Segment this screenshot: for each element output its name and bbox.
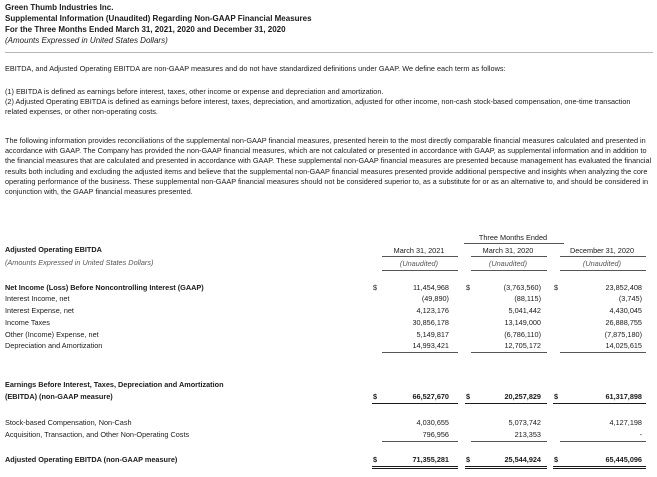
group-header: Three Months Ended [478, 233, 548, 242]
cell-adjusted-ebitda-col2: 25,544,924 [504, 455, 541, 464]
total-rule [553, 466, 646, 467]
cell-ebitda-col1: 66,527,670 [412, 392, 449, 401]
col-2-status-rule [471, 270, 547, 271]
subtotal-rule [471, 352, 547, 353]
definition-adjusted-ebitda: (2) Adjusted Operating EBITDA is defined as earnings before interest, taxes, depreciation, and amortization, adjusted for other income, non-cash stock-based compensation, one-time transaction related expenses, or other non-operating costs. [5, 97, 631, 117]
currency-symbol: $ [466, 392, 471, 401]
col-3-status: (Unaudited) [582, 259, 622, 268]
col-1-date: March 31, 2021 [393, 246, 445, 255]
group-header-rule [464, 243, 564, 244]
subtotal-rule [560, 352, 646, 353]
cell-interest-income-col3: (3,745) [618, 294, 642, 303]
cell-income-taxes-col2: 13,149,000 [504, 318, 541, 327]
currency-symbol: $ [373, 283, 378, 292]
col-1-date-rule [382, 256, 458, 257]
cell-adjusted-ebitda-col1: 71,355,281 [412, 455, 449, 464]
cell-net-income-col2: (3,763,560) [503, 283, 541, 292]
cell-interest-expense-col2: 5,041,442 [508, 306, 541, 315]
report-title: Supplemental Information (Unaudited) Regarding Non-GAAP Financial Measures [5, 14, 312, 23]
col-1-status: (Unaudited) [399, 259, 439, 268]
cell-adjusted-ebitda-col3: 65,445,096 [605, 455, 642, 464]
definition-ebitda: (1) EBITDA is defined as earnings before interest, taxes, other income or expense and depreciation and amortization. [5, 87, 384, 96]
cell-other-income-col3: (7,875,180) [604, 330, 642, 339]
currency-symbol: $ [554, 283, 559, 292]
currency-symbol: $ [466, 455, 471, 464]
currency-symbol: $ [554, 455, 559, 464]
report-period: For the Three Months Ended March 31, 2021, 2020 and December 31, 2020 [5, 25, 286, 34]
adjustments-rule [560, 441, 646, 442]
ebitda-rule [372, 403, 458, 404]
cell-other-income-col2: (6,786,110) [504, 330, 541, 339]
total-double-rule [372, 468, 458, 469]
row-label-interest-expense: Interest Expense, net [5, 306, 74, 315]
row-label-interest-income: Interest Income, net [5, 294, 70, 303]
table-subtitle: (Amounts Expressed in United States Dollars) [5, 258, 154, 267]
row-label-income-taxes: Income Taxes [5, 318, 50, 327]
adjusted-ebitda-label: Adjusted Operating EBITDA (non-GAAP measure) [5, 455, 178, 464]
row-label-acquisition-costs: Acquisition, Transaction, and Other Non-Operating Costs [5, 430, 190, 439]
cell-interest-expense-col3: 4,430,045 [609, 306, 642, 315]
reconciliation-paragraph: The following information provides reconciliations of the supplemental non-GAAP financial measures, presented herein to the most directly comparable financial measures calculated and presented in accordance with GAAP. The Company has provided the non-GAAP financial measures, which are not calculated or presented in accordance with GAAP, as supplemental information and in addition to the financial measures that are calculated and presented in accordance with GAAP. These supplemental non-GAAP financial measures are presented because management has evaluated the financial results both including and excluding the adjusted items and believe that the supplemental non-GAAP financial measures presented provide additional perspective and insights when analyzing the core operating performance of the business. These supplemental non-GAAP financial measures should not be considered superior to, as a substitute for or as an alternative to, and should be considered in conjunction with, the GAAP financial measures presented. [5, 136, 652, 197]
cell-income-taxes-col3: 26,888,755 [605, 318, 642, 327]
cell-interest-income-col1: (49,890) [421, 294, 449, 303]
cell-stock-comp-col1: 4,030,655 [416, 418, 449, 427]
cell-stock-comp-col3: 4,127,198 [609, 418, 642, 427]
total-double-rule [553, 468, 646, 469]
ebitda-rule [465, 403, 547, 404]
col-2-status: (Unaudited) [488, 259, 528, 268]
row-label-other-income: Other (Income) Expense, net [5, 330, 99, 339]
cell-depreciation-col1: 14,993,421 [412, 341, 449, 350]
col-2-date-rule [471, 256, 547, 257]
table-title: Adjusted Operating EBITDA [5, 245, 102, 254]
cell-acquisition-costs-col3: - [639, 430, 642, 439]
col-3-date-rule [560, 256, 646, 257]
adjustments-rule [382, 441, 458, 442]
report-units: (Amounts Expressed in United States Dollars) [5, 36, 168, 45]
ebitda-label-line1: Earnings Before Interest, Taxes, Depreciation and Amortization [5, 380, 224, 389]
col-3-status-rule [560, 270, 646, 271]
cell-interest-income-col2: (88,115) [514, 294, 541, 303]
cell-depreciation-col2: 12,705,172 [504, 341, 541, 350]
cell-other-income-col1: 5,149,817 [416, 330, 449, 339]
cell-net-income-col1: 11,454,968 [413, 283, 449, 292]
cell-acquisition-costs-col1: 796,956 [422, 430, 449, 439]
col-3-date: December 31, 2020 [569, 246, 635, 255]
total-rule [465, 466, 547, 467]
cell-acquisition-costs-col2: 213,353 [514, 430, 541, 439]
col-1-status-rule [382, 270, 458, 271]
cell-ebitda-col2: 20,257,829 [504, 392, 541, 401]
header-divider [5, 52, 653, 53]
ebitda-label-line2: (EBITDA) (non-GAAP measure) [5, 392, 113, 401]
total-double-rule [465, 468, 547, 469]
cell-income-taxes-col1: 30,856,178 [412, 318, 449, 327]
definitions-block [5, 87, 653, 118]
row-label-net-income: Net Income (Loss) Before Noncontrolling Interest (GAAP) [5, 283, 204, 292]
ebitda-rule [553, 403, 646, 404]
total-rule [372, 466, 458, 467]
col-2-date: March 31, 2020 [482, 246, 534, 255]
subtotal-rule [382, 352, 458, 353]
cell-stock-comp-col2: 5,073,742 [508, 418, 541, 427]
currency-symbol: $ [373, 392, 378, 401]
company-name: Green Thumb Industries Inc. [5, 3, 114, 12]
cell-net-income-col3: 23,852,408 [605, 283, 642, 292]
currency-symbol: $ [466, 283, 471, 292]
row-label-stock-comp: Stock-based Compensation, Non-Cash [5, 418, 132, 427]
adjustments-rule [471, 441, 547, 442]
cell-depreciation-col3: 14,025,615 [605, 341, 642, 350]
currency-symbol: $ [554, 392, 559, 401]
currency-symbol: $ [373, 455, 378, 464]
cell-ebitda-col3: 61,317,898 [605, 392, 642, 401]
intro-paragraph: EBITDA, and Adjusted Operating EBITDA are non-GAAP measures and do not have standardized definitions under GAAP. We define each term as follows: [5, 64, 506, 73]
row-label-depreciation: Depreciation and Amortization [5, 341, 103, 350]
cell-interest-expense-col1: 4,123,176 [416, 306, 449, 315]
